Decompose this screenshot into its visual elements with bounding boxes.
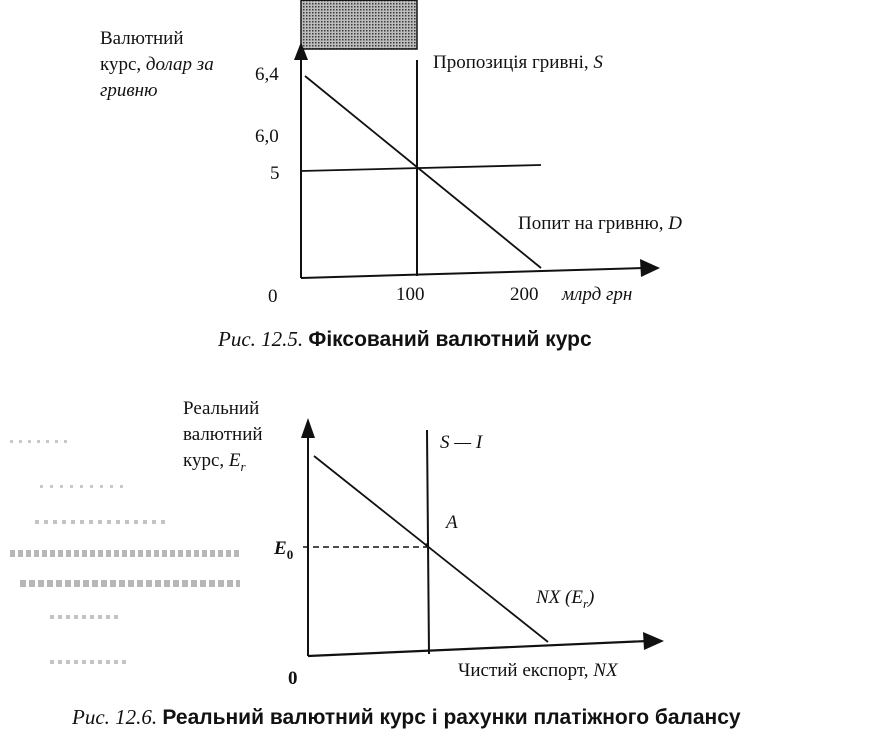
fig2-xlabel [458,660,618,682]
fig1-ylabel-italic: долар за [145,54,214,75]
fig1-ytick-6-4: 6,4 [255,64,279,85]
fig1-xtick-200: 200 [510,284,539,305]
fig2-caption [72,706,741,729]
fig2-point-a [425,543,429,547]
fig2-x-axis-arrow [643,632,664,650]
fig2-ylabel-prefix: курс, [183,450,229,471]
fig2-e0-label [274,538,293,566]
fig2-ylabel-line1: Реальний [183,398,260,419]
e0-symbol: E [274,538,287,559]
fig1-ytick-6-0: 6,0 [255,126,279,147]
fig1-demand-label [518,213,682,235]
fig2-y-axis-arrow [301,418,315,438]
fig1-ylabel-line2 [100,54,214,76]
scan-noise [10,430,250,680]
fig2-s-minus-i-line [427,430,429,654]
nx-label-sub: r [582,595,589,611]
nx-label-text: NX (E [536,587,583,608]
fig2-xlabel-text: Чистий експорт, [458,660,594,681]
fig1-x-axis-arrow [640,259,660,277]
supply-symbol: S [593,52,603,73]
fig2-caption-title: Реальний валютний курс і рахунки платіжного балансу [162,706,741,729]
fig1-xunit: млрд грн [562,284,633,305]
e0-sub: 0 [286,546,294,562]
fig1-demand-line [305,76,541,268]
fig2-origin: 0 [288,668,298,689]
fig1-shaded-band [301,0,417,49]
fig2-caption-number: Рис. 12.6. [72,705,158,729]
fig1-caption-title: Фіксований валютний курс [308,328,592,351]
fig1-xtick-100: 100 [396,284,425,305]
fig2-xlabel-italic: NX [593,660,618,681]
demand-symbol: D [668,213,682,234]
fig1-caption [218,328,592,351]
nx-label-close: ) [588,587,595,608]
fig1-ylabel-line1: Валютний [100,28,184,49]
fig2-ylabel-line2: валютний [183,424,263,445]
fig2-ylabel-symbol: E [228,450,241,471]
demand-label-text: Попит на гривню, [518,213,669,234]
fig2-x-axis [308,641,648,656]
fig2-nx-line [314,456,548,642]
fig1-ytick-5: 5 [270,163,280,184]
fig2-s-minus-i-label: S — I [440,432,483,453]
fig1-caption-number: Рис. 12.5. [218,327,304,351]
fig1-xtick-0: 0 [268,286,278,307]
fig1-supply-label [433,52,603,74]
fig2-ylabel-sub: r [240,458,246,474]
fig1-ylabel-prefix: курс, [100,54,146,75]
supply-label-text: Пропозиція гривні, [433,52,594,73]
fig1-ylabel-line3: гривню [100,80,158,101]
fig2-point-a-label: A [446,512,458,533]
fig1-x-axis [301,268,645,278]
fig2-nx-label [536,587,594,615]
